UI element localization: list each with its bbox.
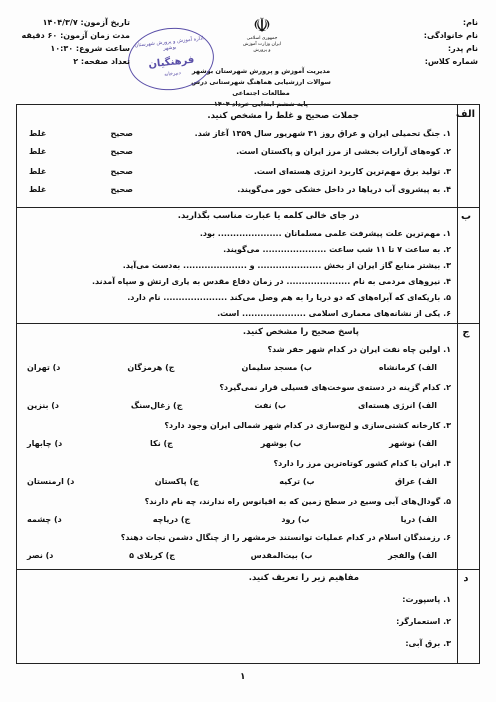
tf-options-4	[29, 185, 133, 194]
tf-options-3	[29, 167, 133, 176]
section-d-title: مفاهیم زیر را تعریف کنید.	[248, 573, 359, 583]
option-b[interactable]: ب) نفت	[254, 401, 287, 410]
mc-options-3	[27, 439, 437, 448]
option-d[interactable]: د) چابهار	[27, 439, 63, 448]
option-a[interactable]: الف) والفجر	[388, 551, 437, 560]
option-a[interactable]: الف) عراق	[394, 477, 437, 486]
option-a[interactable]: الف) دریا	[400, 515, 437, 524]
tf-question-4: ۴. به پیشروی آب دریاها در داخل خشکی خور می‌گویند.	[237, 185, 451, 194]
tf-question-1: ۱. جنگ تحمیلی ایران و عراق روز ۳۱ شهریور سال ۱۳۵۹ آغاز شد.	[194, 129, 451, 138]
family-name-field: نام خانوادگی:	[423, 31, 478, 40]
false-option[interactable]: غلط	[29, 167, 47, 176]
option-d[interactable]: د) تهران	[27, 363, 61, 372]
option-b[interactable]: ب) ترکیه	[279, 477, 315, 486]
option-d[interactable]: د) چشمه	[27, 515, 62, 524]
option-c[interactable]: ج) نکا	[150, 439, 173, 448]
tf-options-1	[29, 129, 133, 138]
tf-options-2	[29, 147, 133, 156]
mc-question-5: ۵. گودال‌های آبی وسیع در سطح زمین که به اقیانوس راه ندارند، چه نام دارند؟	[144, 497, 451, 506]
section-d-letter: د	[463, 573, 469, 584]
emblem-caption: جمهوری اسلامی ایران وزارت آموزش و پرورش	[242, 36, 282, 53]
page-number: ۱	[240, 672, 246, 682]
section-c-letter: ج	[462, 327, 470, 338]
tf-question-3: ۳. تولید برق مهم‌ترین کاربرد انرژی هسته‌ای است.	[253, 167, 451, 176]
option-a[interactable]: الف) کرمانشاه	[378, 363, 437, 372]
divider-a-b	[17, 207, 479, 208]
exam-start-time: ساعت شروع: ۱۰:۳۰	[50, 44, 130, 53]
true-option[interactable]: صحیح	[110, 185, 133, 194]
father-name-field: نام پدر:	[447, 44, 478, 53]
divider-b-c	[17, 323, 479, 324]
mc-options-6	[27, 551, 437, 560]
section-a-letter: الف	[455, 109, 475, 120]
mc-question-4: ۴. ایران با کدام کشور کوتاه‌ترین مرز را دارد؟	[273, 459, 451, 468]
fill-blank-1: ۱. مهم‌ترین علت پیشرفت علمی مسلمانان ..................... بود.	[199, 229, 451, 238]
exam-duration: مدت زمان آزمون: ۶۰ دقیقه	[21, 31, 130, 40]
section-a-title: جملات صحیح و غلط را مشخص کنید.	[207, 111, 359, 121]
true-option[interactable]: صحیح	[110, 147, 133, 156]
option-b[interactable]: ب) بوشهر	[260, 439, 302, 448]
divider-c-d	[17, 569, 479, 570]
mc-question-2: ۲. کدام گزینه در دسته‌ی سوخت‌های فسیلی قرار نمی‌گیرد؟	[219, 383, 451, 392]
emblem-icon: ☫	[253, 13, 271, 37]
mc-question-3: ۳. کارخانه کشتی‌سازی و لنج‌سازی در کدام شهر شمالی ایران وجود دارد؟	[164, 421, 451, 430]
mc-options-5	[27, 515, 437, 524]
false-option[interactable]: غلط	[29, 147, 47, 156]
name-field: نام:	[462, 18, 478, 27]
definition-2: ۲. استعمارگر:	[396, 617, 451, 626]
definition-1: ۱. پاسپورت:	[402, 595, 451, 604]
tf-question-2: ۲. کوه‌های آرارات بخشی از مرز ایران و پاکستان است.	[236, 147, 451, 156]
mc-question-1: ۱. اولین چاه نفت ایران در کدام شهر حفر شد؟	[267, 345, 451, 354]
fill-blank-5: ۵. باریکه‌ای که آبراه‌های که دو دریا را به هم وصل می‌کند ..................... نام دارد.	[127, 293, 451, 302]
questions-table	[16, 104, 480, 664]
fill-blank-6: ۶. یکی از نشانه‌های معماری اسلامی ..................... است.	[217, 309, 451, 318]
section-b-title: در جای خالی کلمه یا عبارت مناسب بگذارید.	[177, 211, 359, 221]
fill-blank-2: ۲. به ساعت ۷ تا ۱۱ شب ساعت ..................... می‌گویند.	[223, 245, 451, 254]
mc-options-2	[27, 401, 437, 410]
fill-blank-3: ۳. بیشتر منابع گاز ایران از بخش ..................... و ..................... به‌دست می‌آید.	[122, 261, 451, 270]
true-option[interactable]: صحیح	[110, 129, 133, 138]
fill-blank-4: ۴. نیروهای مردمی به نام ..................... در زمان دفاع مقدس به یاری ارتش و سپاه آمدند.	[92, 277, 451, 286]
option-c[interactable]: ج) دریاچه	[152, 515, 191, 524]
option-d[interactable]: د) بنزین	[27, 401, 60, 410]
option-d[interactable]: د) نصر	[27, 551, 54, 560]
option-c[interactable]: ج) پاکستان	[154, 477, 199, 486]
section-b-letter: ب	[460, 211, 472, 222]
exam-title-line-1: مدیریت آموزش و پرورش شهرستان بوشهر	[191, 67, 331, 75]
option-b[interactable]: ب) مسجد سلیمان	[241, 363, 312, 372]
stamp-name: فرهنگیان	[147, 54, 195, 71]
exam-info	[20, 16, 130, 68]
stamp-top: اداره آموزش و پرورش شهرستان بوشهر	[134, 35, 204, 52]
true-option[interactable]: صحیح	[110, 167, 133, 176]
option-d[interactable]: د) ارمنستان	[27, 477, 75, 486]
mc-options-4	[27, 477, 437, 486]
option-c[interactable]: ج) زغال‌سنگ	[130, 401, 183, 410]
stamp-bottom: دبیرخانه	[164, 70, 182, 78]
exam-page-count: تعداد صفحه: ۲	[73, 57, 130, 66]
option-c[interactable]: ج) کربلای ۵	[129, 551, 175, 560]
option-b[interactable]: ب) بیت‌المقدس	[250, 551, 313, 560]
emblem	[242, 14, 282, 54]
exam-title-line-2: سوالات ارزشیابی هماهنگ شهرستانی درس مطالعات اجتماعی	[191, 78, 331, 97]
option-c[interactable]: ج) هرمزگان	[127, 363, 175, 372]
exam-header	[16, 6, 482, 108]
false-option[interactable]: غلط	[29, 129, 47, 138]
false-option[interactable]: غلط	[29, 185, 47, 194]
definition-3: ۳. برق آبی:	[405, 639, 451, 648]
option-a[interactable]: الف) نوشهر	[389, 439, 437, 448]
exam-title-line-3: پایه ششم ابتدایی خرداد ۱۴۰۴	[213, 100, 309, 108]
option-a[interactable]: الف) انرژی هسته‌ای	[357, 401, 437, 410]
student-info	[424, 16, 478, 68]
mc-options-1	[27, 363, 437, 372]
section-c-title: پاسخ صحیح را مشخص کنید.	[242, 327, 359, 337]
class-number-field: شماره کلاس:	[424, 57, 478, 66]
exam-date: تاریخ آزمون: ۱۴۰۴/۳/۷	[42, 18, 130, 27]
option-b[interactable]: ب) رود	[281, 515, 310, 524]
mc-question-6: ۶. رزمندگان اسلام در کدام عملیات توانستند خرمشهر را از چنگال دشمن نجات دهند؟	[120, 533, 451, 542]
